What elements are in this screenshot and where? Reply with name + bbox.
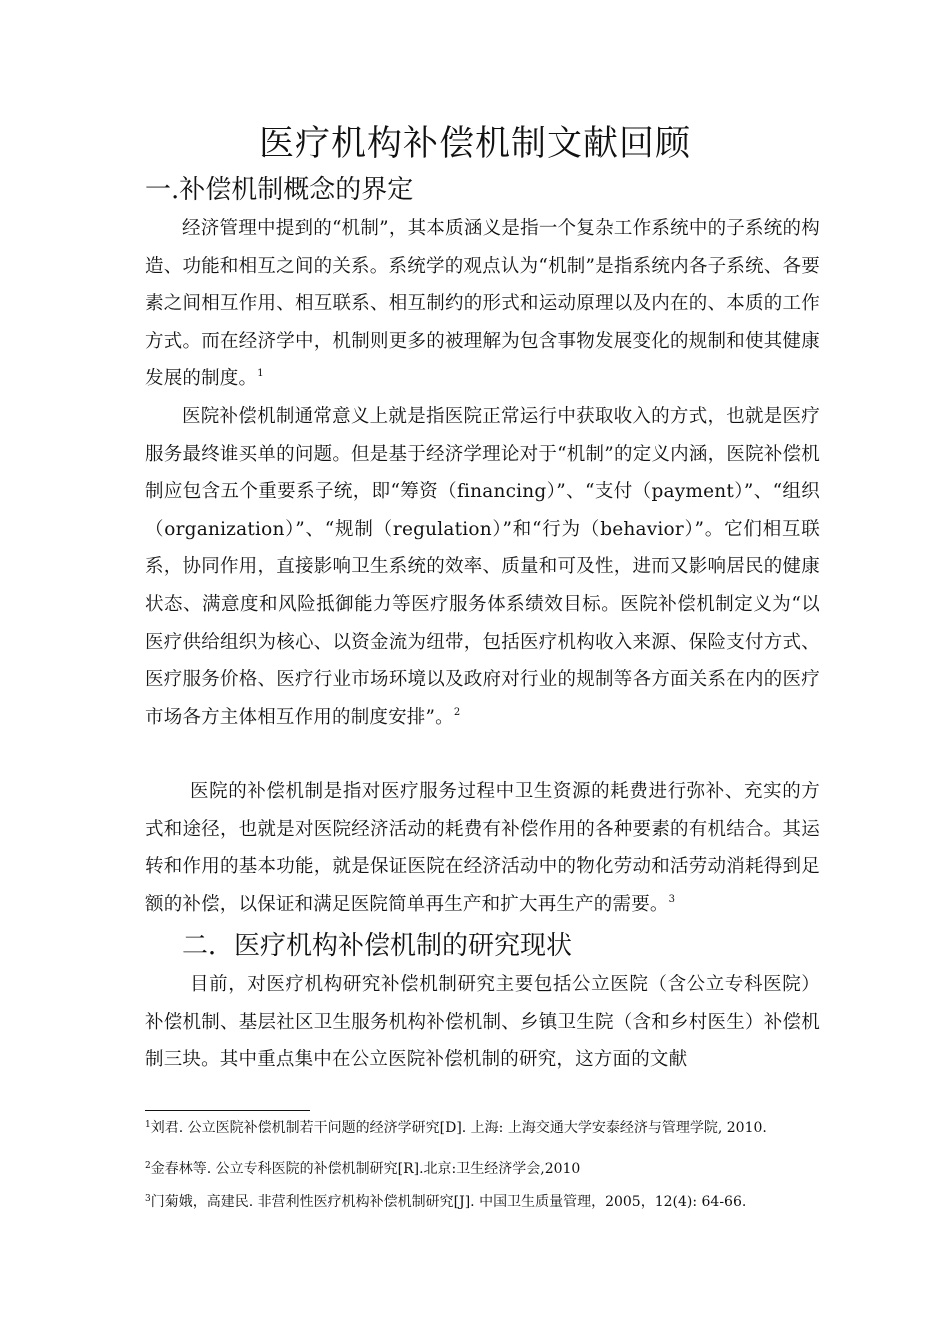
section-1-heading: 一.补偿机制概念的界定	[145, 175, 414, 205]
document-title: 医疗机构补偿机制文献回顾	[258, 124, 691, 164]
footnote-number: 3	[145, 1194, 151, 1204]
footnote-number: 2	[145, 1161, 151, 1171]
section-2-heading: 二．医疗机构补偿机制的研究现状	[182, 931, 573, 961]
footnote-number: 1	[145, 1120, 151, 1130]
footnote-text: 门菊娥，高建民. 非营利性医疗机构补偿机制研究[J]. 中国卫生质量管理，2005，12(4): 64-66.	[150, 1194, 747, 1210]
footnote-1	[145, 1118, 825, 1138]
paragraph-text: 医院的补偿机制是指对医疗服务过程中卫生资源的耗费进行弥补、充实的方式和途径，也就是对医院经济活动的耗费有补偿作用的各种要素的有机结合。其运转和作用的基本功能，就是保证医院在经济活动中的物化劳动和活劳动消耗得到足额的补偿，以保证和满足医院简单再生产和扩大再生产的需要。	[145, 781, 820, 915]
footnote-3	[145, 1192, 825, 1212]
section-1-paragraph-2	[145, 398, 820, 736]
footnote-text: 金春林等. 公立专科医院的补偿机制研究[R].北京:卫生经济学会,2010	[150, 1161, 581, 1177]
section-1-paragraph-1	[145, 210, 820, 398]
paragraph-text: 医院补偿机制通常意义上就是指医院正常运行中获取收入的方式，也就是医疗服务最终谁买单的问题。但是基于经济学理论对于“机制”的定义内涵，医院补偿机制应包含五个重要系子统，即“筹资（financing）”、“支付（payment）”、“组织（organization）”、“规制（regulation）”和“行为（behavior）”。它们相互联系，协同作用，直接影响卫生系统的效率、质量和可及性，进而又影响居民的健康状态、满意度和风险抵御能力等医疗服务体系绩效目标。医院补偿机制定义为“以医疗供给组织为核心、以资金流为纽带，包括医疗机构收入来源、保险支付方式、医疗服务价格、医疗行业市场环境以及政府对行业的规制等各方面关系在内的医疗市场各方主体相互作用的制度安排”。	[145, 406, 821, 728]
footnote-ref-1: 1	[257, 368, 264, 380]
footnote-ref-2: 2	[453, 706, 461, 718]
section-2-paragraph-1: 目前，对医疗机构研究补偿机制研究主要包括公立医院（含公立专科医院）补偿机制、基层社区卫生服务机构补偿机制、乡镇卫生院（含和乡村医生）补偿机制三块。其中重点集中在公立医院补偿机制的研究，这方面的文献	[145, 974, 820, 1071]
footnote-separator	[145, 1110, 310, 1111]
footnote-2	[145, 1159, 825, 1179]
footnote-ref-3: 3	[668, 893, 676, 905]
footnote-text: 刘君. 公立医院补偿机制若干问题的经济学研究[D]. 上海: 上海交通大学安泰经济与管理学院, 2010.	[150, 1120, 767, 1136]
paragraph-text: 经济管理中提到的“机制”，其本质涵义是指一个复杂工作系统中的子系统的构造、功能和相互之间的关系。系统学的观点认为“机制”是指系统内各子系统、各要素之间相互作用、相互联系、相互制约的形式和运动原理以及内在的、本质的工作方式。而在经济学中，机制则更多的被理解为包含事物发展变化的规制和使其健康发展的制度。	[145, 218, 820, 390]
section-1-paragraph-3	[145, 773, 820, 923]
